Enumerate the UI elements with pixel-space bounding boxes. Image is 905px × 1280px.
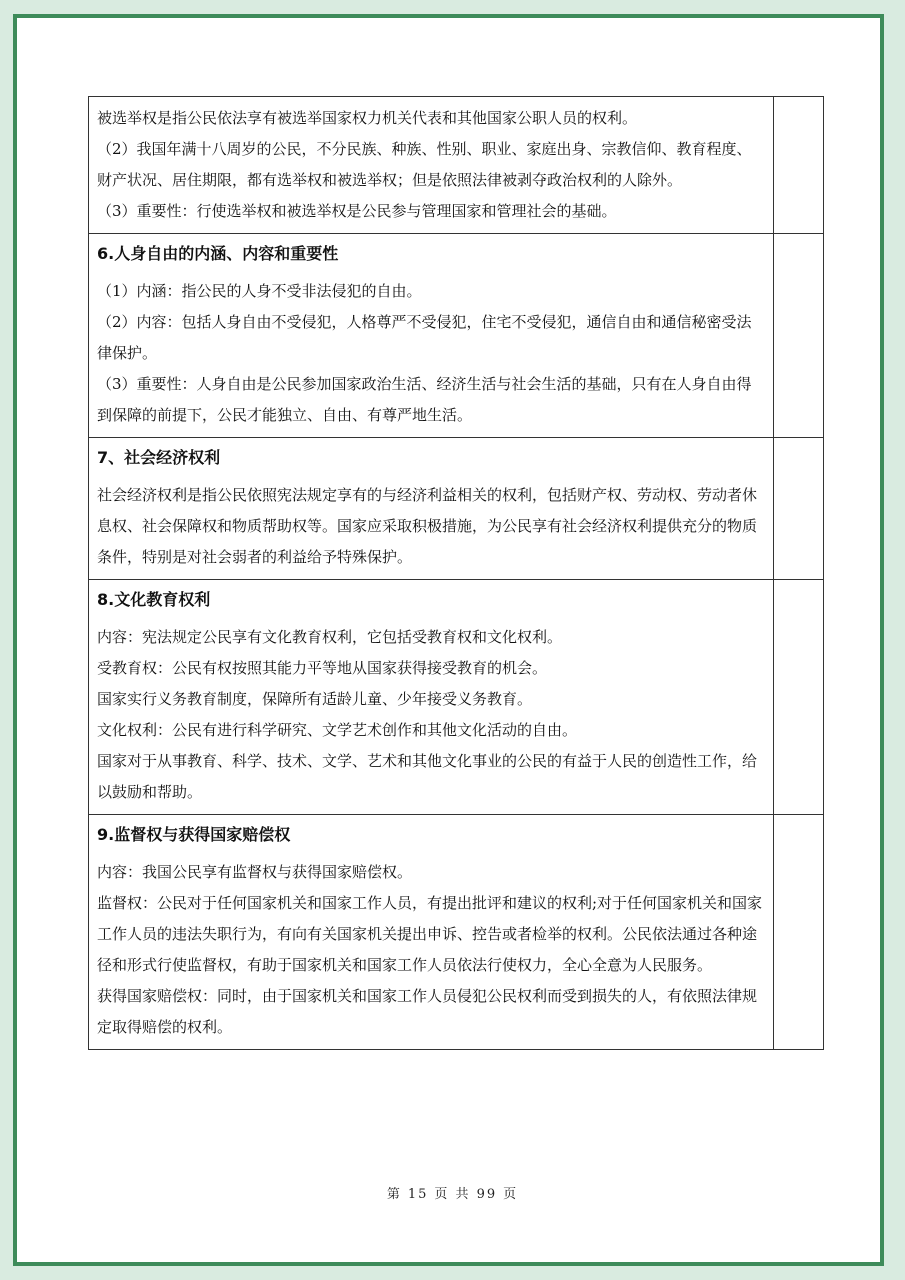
section-paragraph: 国家实行义务教育制度，保障所有适龄儿童、少年接受义务教育。: [97, 690, 533, 708]
footer-prefix: 第: [386, 1187, 402, 1202]
section-content-cell: [89, 438, 774, 580]
section-paragraph: （3）重要性：行使选举权和被选举权是公民参与管理国家和管理社会的基础。: [97, 202, 617, 220]
page-footer: [0, 1183, 905, 1202]
section-row: [89, 815, 824, 1050]
footer-page-number: 15: [407, 1187, 429, 1202]
section-heading: 8.文化教育权利: [97, 590, 211, 609]
section-content-cell: [89, 97, 774, 234]
section-heading: 7、社会经济权利: [97, 448, 221, 467]
section-content-cell: [89, 580, 774, 815]
section-paragraph: 内容：宪法规定公民享有文化教育权利，它包括受教育权和文化权利。: [97, 628, 563, 646]
section-heading: 6.人身自由的内涵、内容和重要性: [97, 244, 339, 263]
section-row: [89, 580, 824, 815]
content-table: [88, 96, 824, 1050]
footer-middle: 页 共: [434, 1187, 471, 1202]
section-paragraph: 被选举权是指公民依法享有被选举国家权力机关代表和其他国家公职人员的权利。: [97, 109, 638, 127]
section-side-cell: [774, 234, 824, 438]
section-paragraph: （2）内容：包括人身自由不受侵犯，人格尊严不受侵犯，住宅不受侵犯，通信自由和通信秘密受法律保护。: [97, 313, 752, 362]
footer-total-pages: 99: [476, 1187, 498, 1202]
section-paragraph: 内容：我国公民享有监督权与获得国家赔偿权。: [97, 863, 413, 881]
section-side-cell: [774, 438, 824, 580]
section-side-cell: [774, 815, 824, 1050]
section-paragraph: 受教育权：公民有权按照其能力平等地从国家获得接受教育的机会。: [97, 659, 548, 677]
section-content-cell: [89, 234, 774, 438]
section-row: [89, 438, 824, 580]
section-paragraph: 国家对于从事教育、科学、技术、文学、艺术和其他文化事业的公民的有益于人民的创造性工作，给以鼓励和帮助。: [97, 752, 758, 801]
footer-suffix: 页: [503, 1187, 519, 1202]
section-heading: 9.监督权与获得国家赔偿权: [97, 825, 291, 844]
section-row: [89, 234, 824, 438]
section-side-cell: [774, 97, 824, 234]
section-paragraph: （3）重要性：人身自由是公民参加国家政治生活、经济生活与社会生活的基础，只有在人身自由得到保障的前提下，公民才能独立、自由、有尊严地生活。: [97, 375, 752, 424]
section-paragraph: 文化权利：公民有进行科学研究、文学艺术创作和其他文化活动的自由。: [97, 721, 578, 739]
section-side-cell: [774, 580, 824, 815]
section-paragraph: （2）我国年满十八周岁的公民，不分民族、种族、性别、职业、家庭出身、宗教信仰、教育程度、财产状况、居住期限，都有选举权和被选举权；但是依照法律被剥夺政治权利的人除外。: [97, 140, 752, 189]
section-paragraph: 社会经济权利是指公民依照宪法规定享有的与经济利益相关的权利，包括财产权、劳动权、劳动者休息权、社会保障权和物质帮助权等。国家应采取积极措施，为公民享有社会经济权利提供充分的物质条件，特别是对社会弱者的利益给予特殊保护。: [97, 486, 758, 566]
section-row: [89, 97, 824, 234]
section-paragraph: （1）内涵：指公民的人身不受非法侵犯的自由。: [97, 282, 422, 300]
section-content-cell: [89, 815, 774, 1050]
section-paragraph: 获得国家赔偿权：同时，由于国家机关和国家工作人员侵犯公民权利而受到损失的人，有依照法律规定取得赔偿的权利。: [97, 987, 758, 1036]
section-paragraph: 监督权：公民对于任何国家机关和国家工作人员，有提出批评和建议的权利;对于任何国家机关和国家工作人员的违法失职行为，有向有关国家机关提出申诉、控告或者检举的权利。公民依法通过各种途径和形式行使监督权，有助于国家机关和国家工作人员依法行使权力，全心全意为人民服务。: [97, 894, 763, 974]
